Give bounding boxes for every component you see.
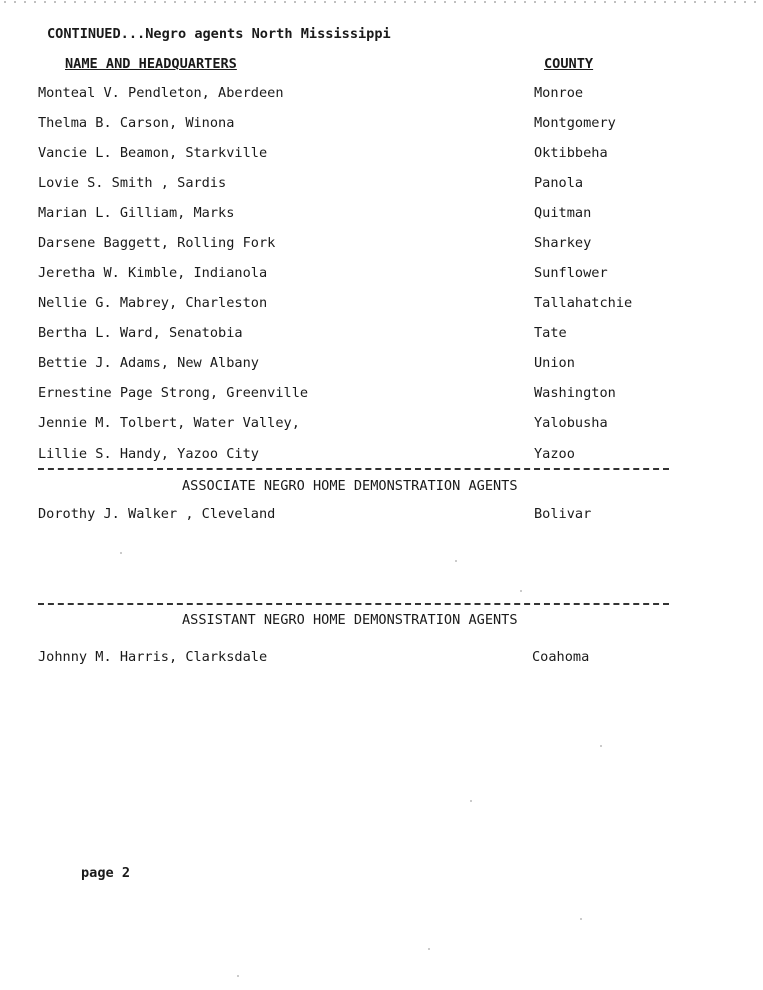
agent-county: Yazoo	[534, 446, 575, 462]
agent-row	[0, 446, 763, 464]
agent-name: Bertha L. Ward, Senatobia	[38, 325, 243, 341]
agent-name: Jeretha W. Kimble, Indianola	[38, 265, 268, 281]
agent-row	[0, 205, 763, 223]
agent-name: Monteal V. Pendleton, Aberdeen	[38, 85, 284, 101]
agent-name: Jennie M. Tolbert, Water Valley,	[38, 415, 300, 431]
agent-row	[0, 145, 763, 163]
scan-speck	[237, 975, 239, 977]
agent-row	[0, 325, 763, 343]
agent-row	[0, 385, 763, 403]
agent-county: Panola	[534, 175, 584, 191]
agent-name: Thelma B. Carson, Winona	[38, 115, 235, 131]
agent-county: Tate	[534, 325, 567, 341]
agent-name: Darsene Baggett, Rolling Fork	[38, 235, 276, 251]
agent-name: Vancie L. Beamon, Starkville	[38, 145, 268, 161]
agent-name: Lovie S. Smith , Sardis	[38, 175, 227, 191]
assistant-section-heading: ASSISTANT NEGRO HOME DEMONSTRATION AGENTS	[182, 612, 518, 628]
agent-county: Monroe	[534, 85, 584, 101]
scan-speck	[428, 948, 430, 950]
scan-speck	[580, 918, 582, 920]
agent-row	[0, 355, 763, 373]
column-header-name: NAME AND HEADQUARTERS	[65, 56, 237, 72]
agent-county: Coahoma	[532, 649, 590, 665]
assistant-agent-row	[0, 649, 763, 667]
agent-county: Yalobusha	[534, 415, 608, 431]
page-number: page 2	[81, 865, 131, 881]
agent-county: Washington	[534, 385, 616, 401]
agent-row	[0, 295, 763, 313]
scan-speck	[600, 745, 602, 747]
agent-name: Dorothy J. Walker , Cleveland	[38, 506, 276, 522]
agent-name: Ernestine Page Strong, Greenville	[38, 385, 309, 401]
associate-agent-row	[0, 506, 763, 524]
scan-speck	[120, 552, 122, 554]
agent-name: Nellie G. Mabrey, Charleston	[38, 295, 268, 311]
agent-county: Sharkey	[534, 235, 592, 251]
agent-row	[0, 85, 763, 103]
agent-name: Bettie J. Adams, New Albany	[38, 355, 259, 371]
agent-county: Sunflower	[534, 265, 608, 281]
agent-county: Montgomery	[534, 115, 616, 131]
scan-speck	[470, 800, 472, 802]
agent-row	[0, 115, 763, 133]
agent-row	[0, 175, 763, 193]
agent-county: Bolivar	[534, 506, 592, 522]
dashed-divider	[38, 603, 669, 606]
column-header-county: COUNTY	[544, 56, 594, 72]
agent-name: Lillie S. Handy, Yazoo City	[38, 446, 259, 462]
agent-name: Johnny M. Harris, Clarksdale	[38, 649, 268, 665]
agent-county: Oktibbeha	[534, 145, 608, 161]
scan-speck	[455, 560, 457, 562]
scan-speck	[520, 590, 522, 592]
agent-row	[0, 265, 763, 283]
agent-county: Union	[534, 355, 575, 371]
agent-name: Marian L. Gilliam, Marks	[38, 205, 235, 221]
associate-section-heading: ASSOCIATE NEGRO HOME DEMONSTRATION AGENTS	[182, 478, 518, 494]
agent-row	[0, 235, 763, 253]
page-top-edge	[0, 0, 763, 4]
dashed-divider	[38, 468, 669, 471]
page-heading: CONTINUED...Negro agents North Mississippi	[47, 26, 391, 42]
agent-county: Quitman	[534, 205, 592, 221]
agent-county: Tallahatchie	[534, 295, 633, 311]
agent-row	[0, 415, 763, 433]
